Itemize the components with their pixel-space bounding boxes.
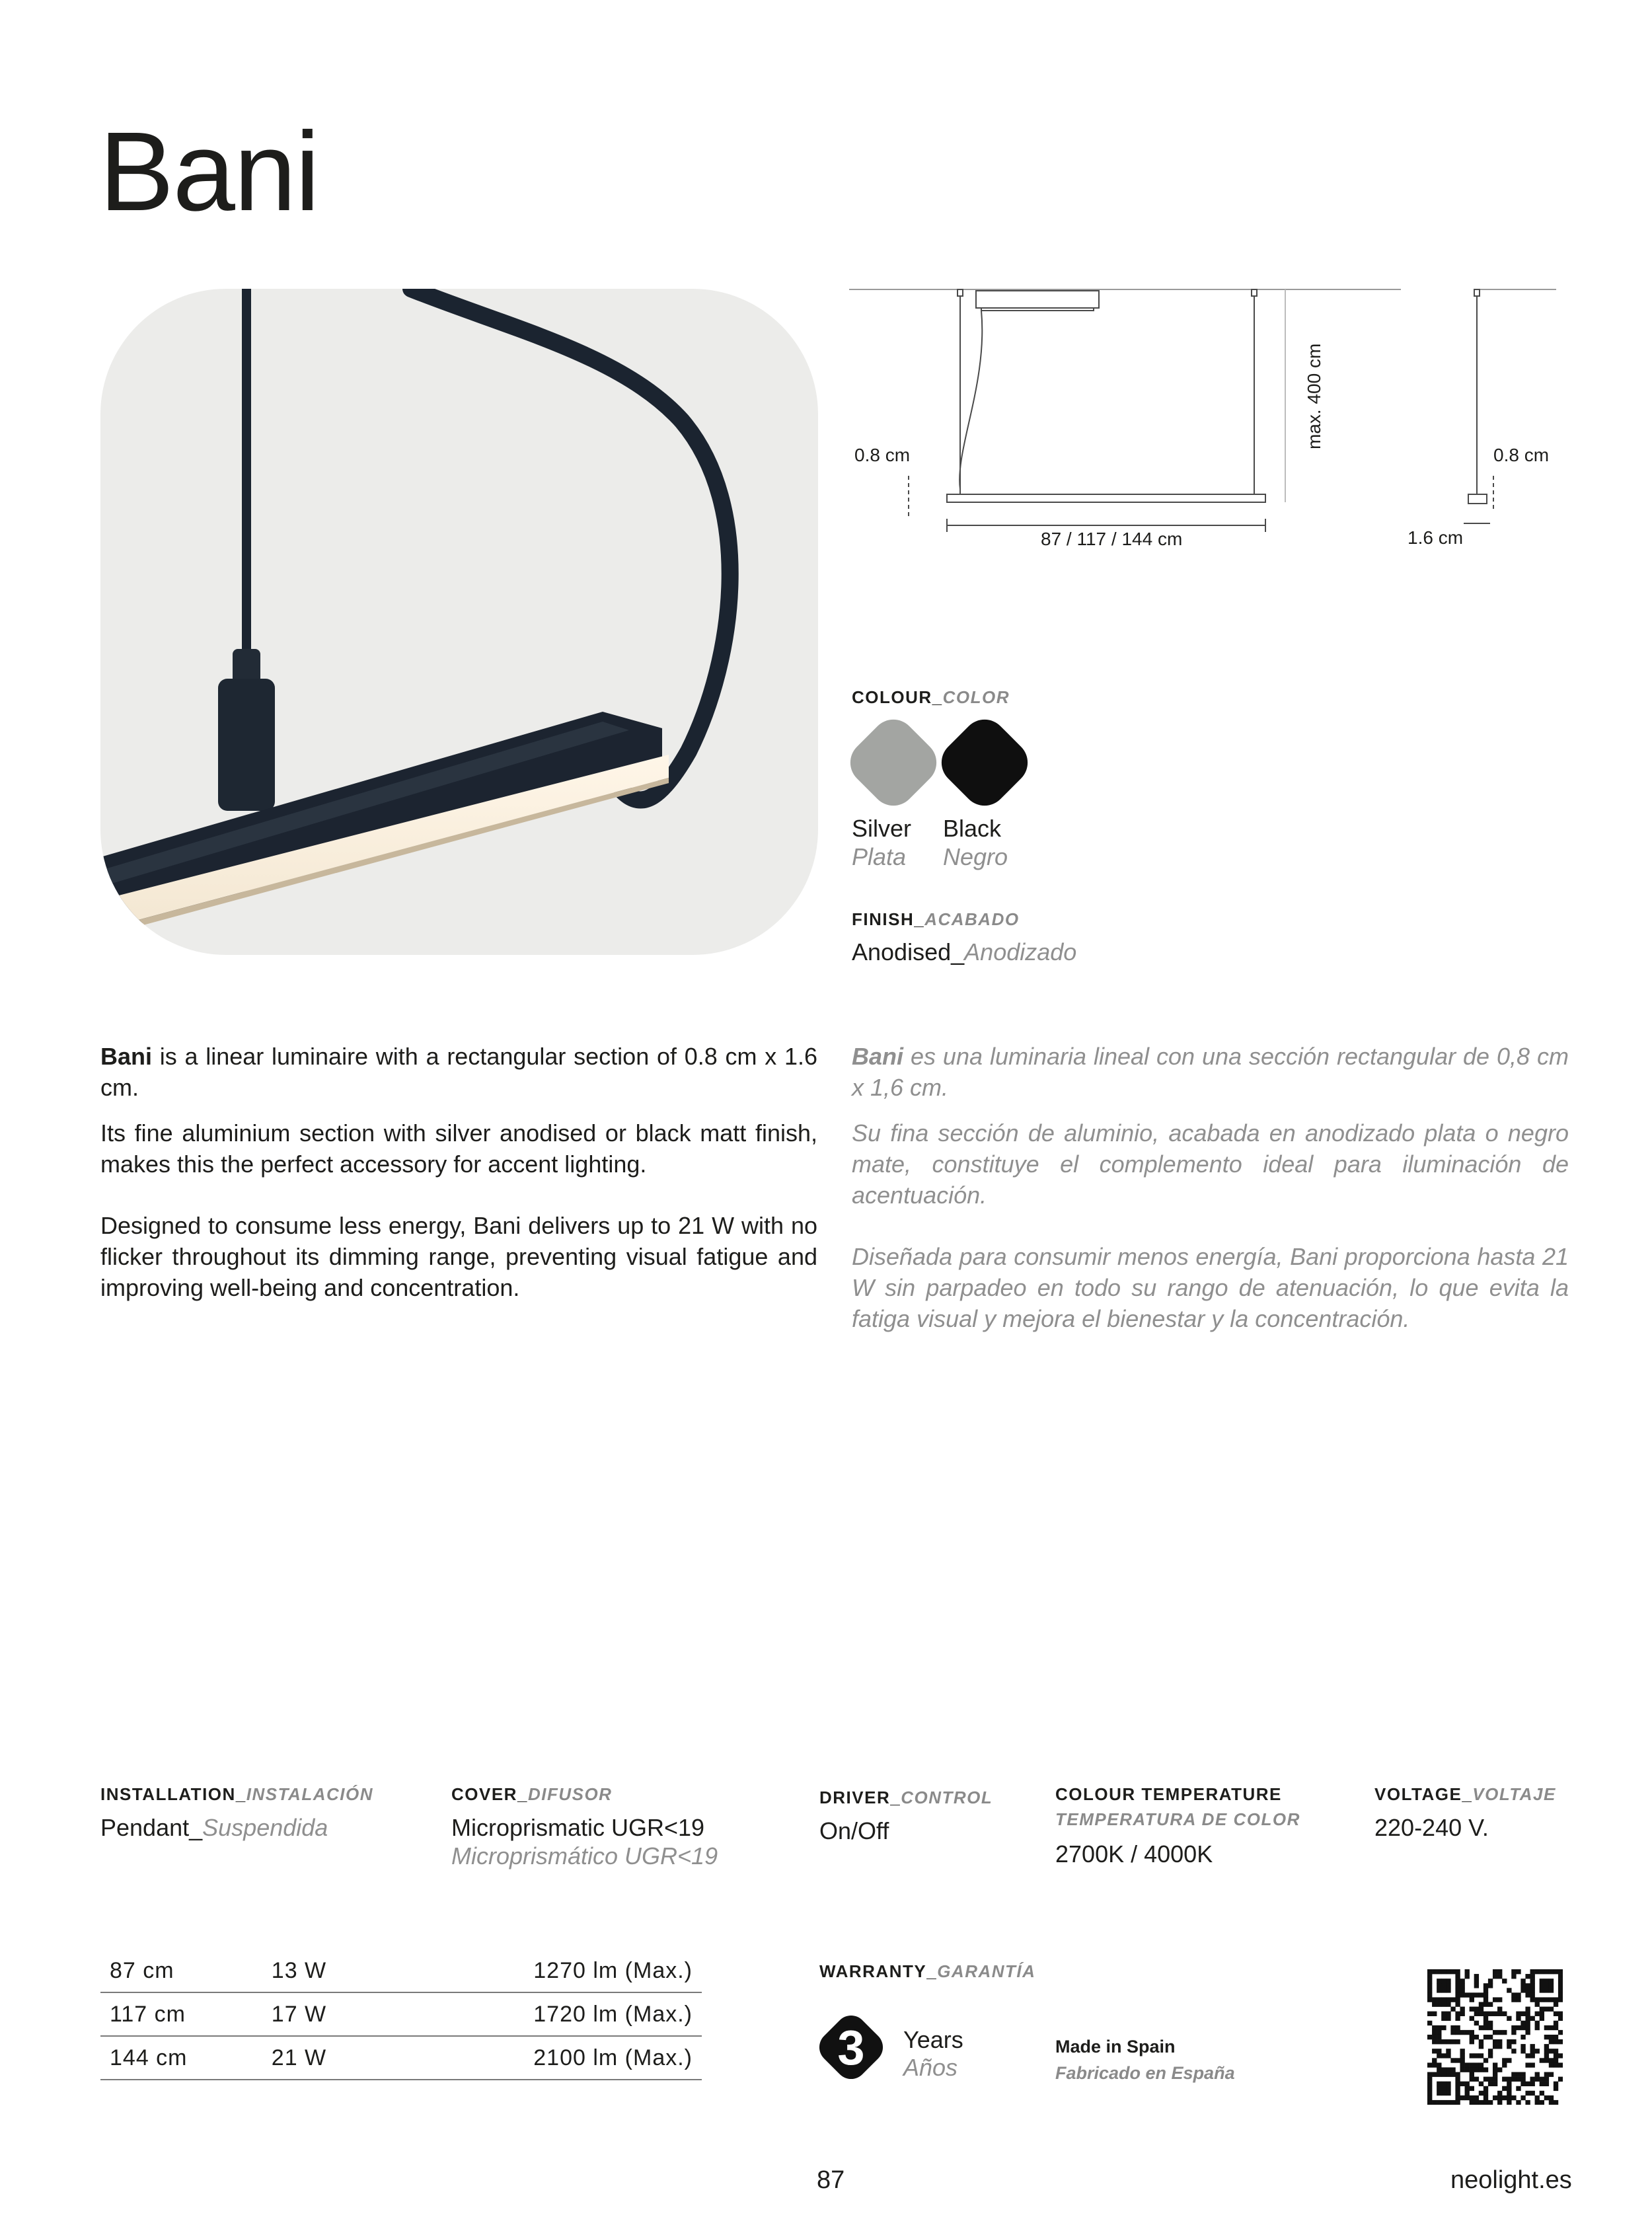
- dimension-drawing: [849, 284, 1569, 562]
- models-table: [100, 1949, 702, 2080]
- voltage-label: VOLTAGE_VOLTAJE: [1374, 1784, 1556, 1804]
- model-length: 144 cm: [100, 2036, 272, 2080]
- made-in-spain: Made in Spain: [1055, 2037, 1176, 2057]
- installation-label: INSTALLATION_INSTALACIÓN: [100, 1784, 373, 1804]
- driver-label: DRIVER_CONTROL: [819, 1788, 993, 1807]
- warranty-years-en: Years: [903, 2026, 963, 2053]
- website-link[interactable]: neolight.es: [1450, 2166, 1572, 2194]
- page-title: Bani: [99, 109, 319, 235]
- colour-black-es: Negro: [943, 843, 1008, 870]
- warranty-years-number: 3: [837, 2020, 865, 2075]
- cover-value-es: Microprismático UGR<19: [451, 1842, 718, 1869]
- model-flux: 1720 lm (Max.): [386, 1992, 702, 2036]
- model-power: 17 W: [272, 1992, 386, 2036]
- fabricado-en-espana: Fabricado en España: [1055, 2063, 1235, 2083]
- page-number: 87: [817, 2166, 845, 2194]
- cover-label: COVER_DIFUSOR: [451, 1784, 613, 1804]
- model-length: 87 cm: [100, 1949, 272, 1992]
- finish-label: FINISH_ACABADO: [852, 909, 1020, 929]
- height-dimension-label: max. 400 cm: [1304, 343, 1324, 449]
- colour-temp-label-en: COLOUR TEMPERATURE: [1055, 1784, 1282, 1804]
- swatch-black: [932, 710, 1037, 815]
- finish-value: Anodised_Anodizado: [852, 938, 1077, 965]
- warranty-years-es: Años: [903, 2054, 958, 2081]
- technical-drawing: [849, 284, 1569, 562]
- voltage-value: 220-240 V.: [1374, 1814, 1489, 1841]
- thickness-left-label: 0.8 cm: [854, 445, 911, 465]
- swatch-silver: [841, 710, 946, 815]
- luminaire-illustration: [100, 289, 818, 955]
- table-row: [100, 1949, 702, 1992]
- warranty-badge: [813, 2009, 889, 2086]
- table-row: [100, 2036, 702, 2080]
- qr-code[interactable]: [1427, 1969, 1563, 2105]
- table-row: [100, 1992, 702, 2036]
- cover-value-en: Microprismatic UGR<19: [451, 1814, 705, 1841]
- warranty-label: WARRANTY_GARANTÍA: [819, 1961, 1036, 1981]
- colour-silver-en: Silver: [852, 815, 912, 842]
- driver-value: On/Off: [819, 1817, 889, 1844]
- model-length: 117 cm: [100, 1992, 272, 2036]
- description-es: Bani es una luminaria lineal con una sección rectangular de 0,8 cm x 1,6 cm. Su fina sección de aluminio, acabada en anodizado plata o negro mate, constituye el complemento ideal para iluminación de acentuación. Diseñada para consumir menos energía, Bani proporciona hasta 21 W sin parpadeo en todo su rango de atenuación, lo que evita la fatiga visual y mejora el bienestar y la concentración.: [852, 1043, 1569, 1332]
- colour-temp-label-es: TEMPERATURA DE COLOR: [1055, 1809, 1300, 1829]
- colour-temp-value: 2700K / 4000K: [1055, 1840, 1213, 1868]
- product-photo: [100, 289, 818, 955]
- thickness-right-label: 0.8 cm: [1493, 445, 1550, 465]
- colour-label: COLOUR_COLOR: [852, 687, 1010, 707]
- installation-value: Pendant_Suspendida: [100, 1814, 328, 1841]
- description-en: Bani is a linear luminaire with a rectangular section of 0.8 cm x 1.6 cm. Its fine aluminium section with silver anodised or black matt finish, makes this the perfect accessory for accent lighting. Designed to consume less energy, Bani delivers up to 21 W with no flicker throughout its dimming range, preventing visual fatigue and improving well-being and concentration.: [100, 1043, 817, 1301]
- colour-silver-es: Plata: [852, 843, 907, 870]
- model-flux: 2100 lm (Max.): [386, 2036, 702, 2080]
- colour-black-en: Black: [943, 815, 1002, 842]
- width-dimension-label: 1.6 cm: [1408, 527, 1464, 548]
- length-dimension-label: 87 / 117 / 144 cm: [1041, 529, 1183, 549]
- model-power: 21 W: [272, 2036, 386, 2080]
- qr-code-graphic: [1427, 1969, 1563, 2105]
- model-power: 13 W: [272, 1949, 386, 1992]
- model-flux: 1270 lm (Max.): [386, 1949, 702, 1992]
